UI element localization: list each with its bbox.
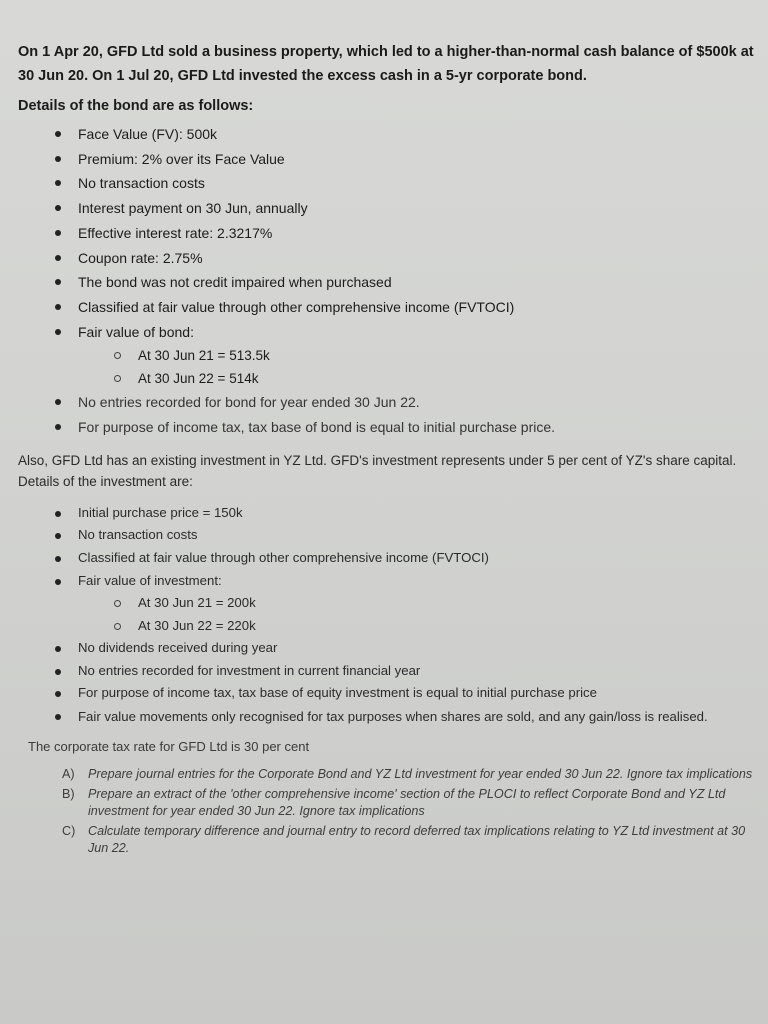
question-label: A) <box>62 767 75 782</box>
list-item: No dividends received during year <box>18 637 763 660</box>
list-item: Fair value movements only recognised for tax purposes when shares are sold, and any gain/loss is realised. <box>18 705 763 727</box>
list-item: No entries recorded for investment in current financial year <box>18 660 763 683</box>
list-item: No transaction costs <box>18 524 763 547</box>
question-text: Prepare an extract of the 'other comprehensive income' section of the PLOCI to reflect Corporate Bond and YZ Ltd investment for year ended 30 Jun 22. Ignore tax implications <box>88 787 726 819</box>
list-item: The bond was not credit impaired when purchased <box>18 270 763 295</box>
list-item: At 30 Jun 21 = 513.5k <box>78 344 763 367</box>
question-item <box>18 766 763 783</box>
intro-paragraph: On 1 Apr 20, GFD Ltd sold a business property, which led to a higher-than-normal cash balance of $500k at 30 Jun 20. On 1 Jul 20, GFD Ltd invested the excess cash in a 5-yr corporate bond. <box>18 44 754 84</box>
list-item: For purpose of income tax, tax base of bond is equal to initial purchase price. <box>18 415 763 440</box>
list-item: Fair value of investment: <box>18 570 763 593</box>
list-item: Classified at fair value through other comprehensive income (FVTOCI) <box>18 547 763 570</box>
list-item: No entries recorded for bond for year ended 30 Jun 22. <box>18 390 763 415</box>
question-label: B) <box>62 787 75 802</box>
list-item: Initial purchase price = 150k <box>18 502 763 525</box>
question-item <box>18 823 763 857</box>
yz-details-list <box>18 502 763 592</box>
yz-fair-value-sublist <box>18 592 763 637</box>
yz-investment-intro: Also, GFD Ltd has an existing investment in YZ Ltd. GFD's investment represents under 5 per cent of YZ's share capital. Details of the investment are: <box>18 452 737 489</box>
bond-details-list-continued <box>18 390 763 439</box>
list-item: No transaction costs <box>18 171 763 196</box>
list-item: At 30 Jun 21 = 200k <box>78 592 763 615</box>
list-item: Fair value of bond: <box>18 320 763 345</box>
list-item: For purpose of income tax, tax base of equity investment is equal to initial purchase price <box>18 682 763 705</box>
list-item: Premium: 2% over its Face Value <box>18 147 763 172</box>
tax-rate-statement: The corporate tax rate for GFD Ltd is 30 per cent <box>28 739 310 755</box>
document-page <box>18 40 763 860</box>
yz-details-list-continued <box>18 637 763 727</box>
question-text: Prepare journal entries for the Corporate Bond and YZ Ltd investment for year ended 30 Jun 22. Ignore tax implications <box>88 767 753 782</box>
list-item: Interest payment on 30 Jun, annually <box>18 196 763 221</box>
question-text: Calculate temporary difference and journal entry to record deferred tax implications relating to YZ Ltd investment at 30 Jun 22. <box>88 824 746 856</box>
list-item: At 30 Jun 22 = 514k <box>78 367 763 390</box>
question-label: C) <box>62 824 76 839</box>
list-item: Face Value (FV): 500k <box>18 122 763 147</box>
bond-details-list <box>18 122 763 344</box>
bond-details-heading: Details of the bond are as follows: <box>18 98 254 114</box>
question-item <box>18 786 763 820</box>
list-item: Classified at fair value through other comprehensive income (FVTOCI) <box>18 295 763 320</box>
bond-fair-value-sublist <box>18 344 763 390</box>
list-item: Effective interest rate: 2.3217% <box>18 221 763 246</box>
questions-list <box>18 766 763 857</box>
list-item: At 30 Jun 22 = 220k <box>78 615 763 638</box>
list-item: Coupon rate: 2.75% <box>18 246 763 271</box>
